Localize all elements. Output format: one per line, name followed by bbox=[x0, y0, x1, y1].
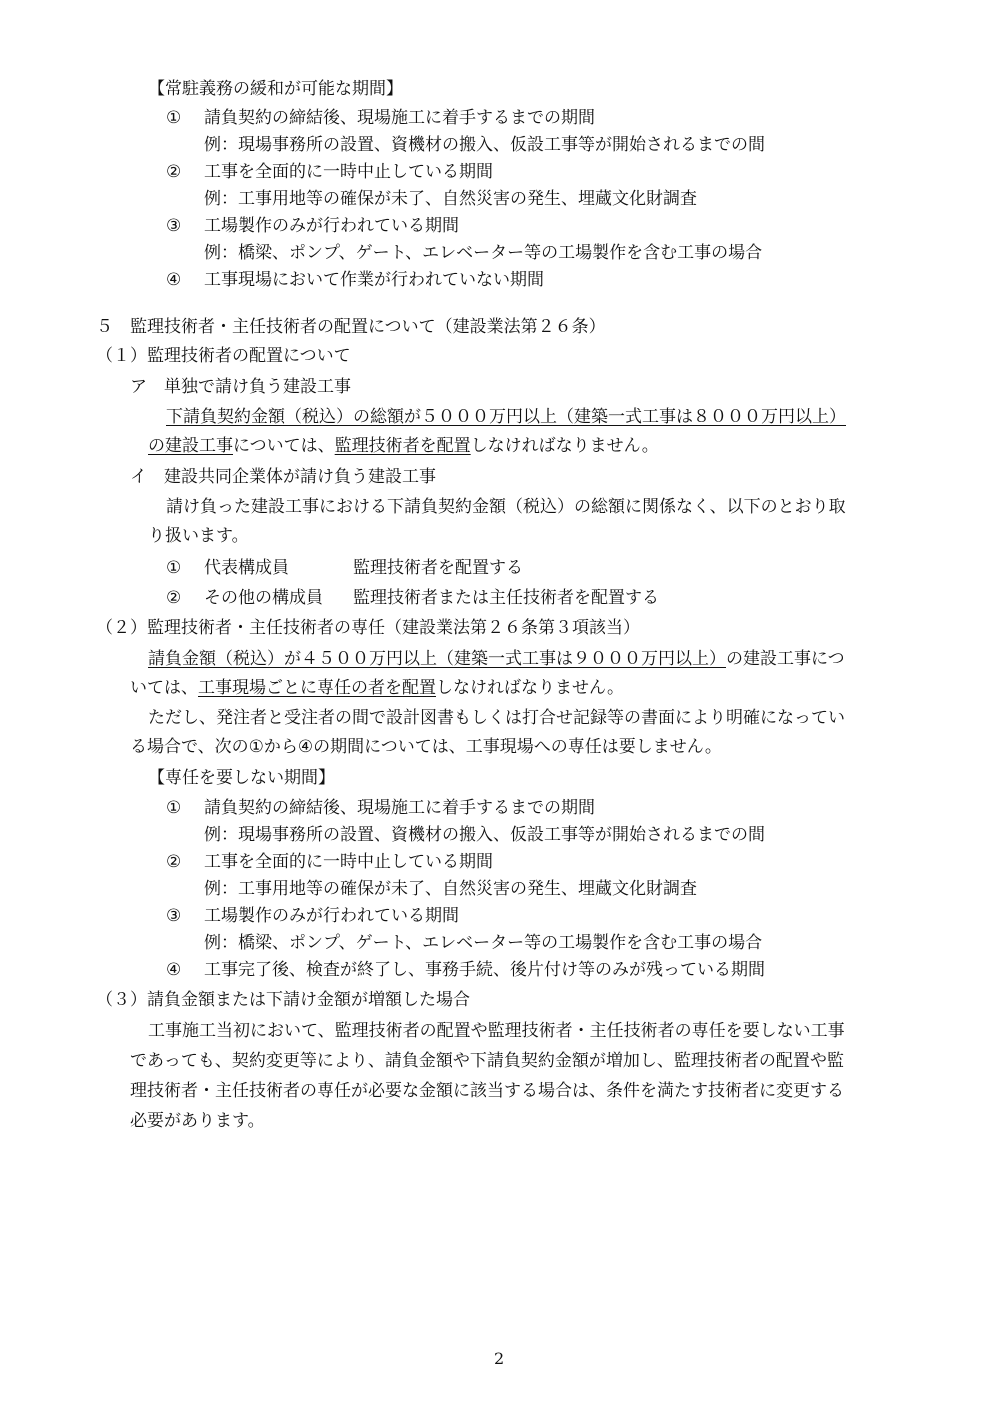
relief-item-3-text: 工場製作のみが行われている期間 bbox=[204, 216, 459, 236]
sub2-heading: （２）監理技術者・主任技術者の専任（建設業法第２６条第３項該当） bbox=[96, 618, 640, 638]
jv-role-1-name: 代表構成員 bbox=[204, 558, 289, 578]
relief-period-heading: 【常駐義務の緩和が可能な期間】 bbox=[148, 79, 403, 99]
sub2-paragraph1-line2 bbox=[130, 677, 624, 699]
sub1-i-paragraph-line2: り扱います。 bbox=[148, 526, 249, 546]
sub1-a-assign-underlined: 監理技術者を配置 bbox=[334, 436, 471, 456]
sub1-a-construction-underlined: の建設工事 bbox=[148, 436, 233, 456]
sub1-a-text: については、 bbox=[233, 436, 335, 456]
period-item-1-text: 請負契約の締結後、現場施工に着手するまでの期間 bbox=[204, 798, 595, 818]
section5-heading: ５ 監理技術者・主任技術者の配置について（建設業法第２６条） bbox=[96, 317, 606, 337]
period-item-1-example: 例：現場事務所の設置、資機材の搬入、仮設工事等が開始されるまでの間 bbox=[204, 825, 765, 845]
sub2-text: の建設工事につ bbox=[726, 649, 845, 669]
period-item-3-text: 工場製作のみが行われている期間 bbox=[204, 906, 459, 926]
sub3-heading: （３）請負金額または下請け金額が増額した場合 bbox=[96, 990, 470, 1010]
relief-item-2-example: 例：工事用地等の確保が未了、自然災害の発生、埋蔵文化財調査 bbox=[204, 189, 697, 209]
period-item-2-example: 例：工事用地等の確保が未了、自然災害の発生、埋蔵文化財調査 bbox=[204, 879, 697, 899]
period-item-4-text: 工事完了後、検査が終了し、事務手続、後片付け等のみが残っている期間 bbox=[204, 960, 765, 980]
relief-item-4-num: ④ bbox=[166, 270, 182, 290]
period-item-3-example: 例：橋梁、ポンプ、ゲート、エレベーター等の工場製作を含む工事の場合 bbox=[204, 933, 763, 953]
sub1-i-paragraph-line1: 請け負った建設工事における下請負契約金額（税込）の総額に関係なく、以下のとおり取 bbox=[166, 497, 846, 517]
sub2-dedicated-underlined: 工事現場ごとに専任の者を配置 bbox=[198, 678, 436, 698]
period-item-1-num: ① bbox=[166, 798, 182, 818]
jv-role-2-name: その他の構成員 bbox=[204, 588, 323, 608]
sub2-paragraph2-line1: ただし、発注者と受注者の間で設計図書もしくは打合せ記録等の書面により明確になってい bbox=[148, 708, 845, 728]
sub3-line-2: であっても、契約変更等により、請負金額や下請負契約金額が増加し、監理技術者の配置や監 bbox=[130, 1051, 844, 1071]
jv-role-2-num: ② bbox=[166, 588, 182, 608]
sub3-line-1: 工事施工当初において、監理技術者の配置や監理技術者・主任技術者の専任を要しない工事 bbox=[148, 1021, 845, 1041]
sub2-text-start: いては、 bbox=[130, 678, 198, 698]
period-item-4-num: ④ bbox=[166, 960, 182, 980]
sub2-threshold-underlined: 請負金額（税込）が４５００万円以上（建築一式工事は９０００万円以上） bbox=[148, 649, 726, 669]
relief-item-3-example: 例：橋梁、ポンプ、ゲート、エレベーター等の工場製作を含む工事の場合 bbox=[204, 243, 763, 263]
sub1-a-text-end: しなければなりません。 bbox=[470, 436, 659, 456]
sub1-heading: （１）監理技術者の配置について bbox=[96, 346, 351, 366]
relief-item-4-text: 工事現場において作業が行われていない期間 bbox=[204, 270, 544, 290]
relief-item-1-text: 請負契約の締結後、現場施工に着手するまでの期間 bbox=[204, 108, 595, 128]
relief-item-2-text: 工事を全面的に一時中止している期間 bbox=[204, 162, 493, 182]
period-item-2-text: 工事を全面的に一時中止している期間 bbox=[204, 852, 493, 872]
sub2-text-end: しなければなりません。 bbox=[436, 678, 625, 698]
sub1-a-heading: ア 単独で請け負う建設工事 bbox=[130, 377, 351, 397]
period-item-3-num: ③ bbox=[166, 906, 182, 926]
sub3-line-3: 理技術者・主任技術者の専任が必要な金額に該当する場合は、条件を満たす技術者に変更する bbox=[130, 1081, 844, 1101]
period-item-2-num: ② bbox=[166, 852, 182, 872]
sub2-paragraph1-line1 bbox=[148, 648, 845, 670]
relief-item-3-num: ③ bbox=[166, 216, 182, 236]
sub1-a-threshold: 下請負契約金額（税込）の総額が５０００万円以上（建築一式工事は８０００万円以上） bbox=[166, 407, 846, 427]
relief-item-1-example: 例：現場事務所の設置、資機材の搬入、仮設工事等が開始されるまでの間 bbox=[204, 135, 765, 155]
non-dedicated-period-heading: 【専任を要しない期間】 bbox=[148, 768, 335, 788]
relief-item-1-num: ① bbox=[166, 108, 182, 128]
sub3-line-4: 必要があります。 bbox=[130, 1111, 265, 1131]
sub1-i-heading: イ 建設共同企業体が請け負う建設工事 bbox=[130, 467, 436, 487]
jv-role-1-rule: 監理技術者を配置する bbox=[353, 558, 523, 578]
page-number: 2 bbox=[494, 1349, 505, 1368]
sub2-paragraph2-line2: る場合で、次の①から④の期間については、工事現場への専任は要しません。 bbox=[130, 737, 722, 757]
jv-role-1-num: ① bbox=[166, 558, 182, 578]
relief-item-2-num: ② bbox=[166, 162, 182, 182]
jv-role-2-rule: 監理技術者または主任技術者を配置する bbox=[353, 588, 659, 608]
sub1-a-paragraph-line2 bbox=[148, 435, 659, 457]
